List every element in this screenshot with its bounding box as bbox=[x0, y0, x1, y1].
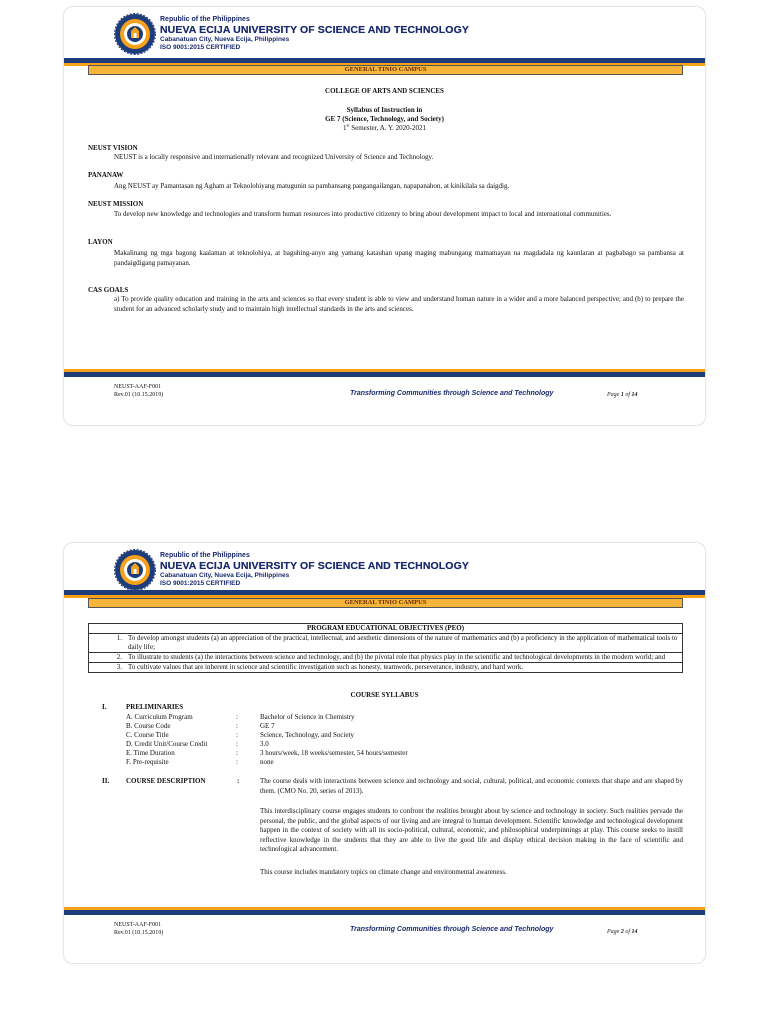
table-row: 3. To cultivate values that are inherent in science and scientific investigation such as honesty, teamwork, perseverance, industry, and hard work. bbox=[89, 663, 683, 673]
section-2-colon: : bbox=[237, 777, 240, 785]
footer-tagline: Transforming Communities through Science and Technology bbox=[350, 390, 554, 397]
university-location: Cabanatuan City, Nueva Ecija, Philippines bbox=[160, 572, 290, 579]
course-title: GE 7 (Science, Technology, and Society) bbox=[325, 115, 444, 123]
panaw-heading: PANANAW bbox=[88, 171, 124, 179]
mission-text: To develop new knowledge and technologies and transform human resources into productive citizenry to bring about development impact to local and international communities. bbox=[114, 210, 612, 218]
course-description-p3: This course includes mandatory topics on climate change and environmental awareness. bbox=[260, 868, 507, 876]
panaw-text: Ang NEUST ay Pamantasan ng Agham at Teknolohiyang matugunin sa pambansang pangangailangan, napapanahon, at kinikilala sa daigdig. bbox=[114, 182, 510, 190]
section-1-title: PRELIMINARIES bbox=[126, 703, 184, 711]
form-code: NEUST-AAF-F001 Rev.01 (10.15.2019) bbox=[114, 922, 164, 936]
course-description-p1: The course deals with interactions between science and technology and social, cultural, political, and economic contexts that shape and are shaped by them. (CMO No. 20, series of 2013). bbox=[260, 777, 683, 795]
university-seal-icon bbox=[114, 549, 156, 591]
footer-band-blue bbox=[64, 910, 705, 915]
syllabus-page-1 bbox=[63, 6, 706, 426]
layon-heading: LAYON bbox=[88, 238, 113, 246]
university-location: Cabanatuan City, Nueva Ecija, Philippines bbox=[160, 36, 290, 43]
syllabus-title: Syllabus of Instruction in bbox=[346, 106, 423, 114]
course-syllabus-heading: COURSE SYLLABUS bbox=[350, 691, 419, 699]
republic-label: Republic of the Philippines bbox=[160, 16, 250, 23]
syllabus-page-2: Republic of the Philippines NUEVA ECIJA UNIVERSITY OF SCIENCE AND TECHNOLOGY Cabanatuan City, Nueva Ecija, Philippines ISO 9001:2015 CERTIFIED GENERAL TINIO CAMPUS PROGRAM EDUCATIONAL OBJECTIVES (PEO) 1. To develop amongst students (a) an appreciation of the practical, intellectual, and aesthetic dimensions of the nature of mathematics and (b) a proficiency in the application of mathematical tools to daily life; 2. To illustrate to students (a) the interactions between science and technology, and (b) the pivotal role that physics play in the scientific and technological developments in the modern world; and 3. To cultivate values that are inherent in science and scientific investigation such as honesty, teamwork, perseverance, industry, and hard work. COURSE SYLLABUS I. PRELIMINARIES A. Curriculum Program : Bachelor of Science in Chemistry B. Course Code : GE 7 C. Course Title : Science, Technology, and Society D. Credit Unit/Course Credit : 3.0 E. Time Duration : 3 hours/week, 18 weeks/semester, 54 hours/semester F. Pre-requisite : none II. COURSE DESCRIPTION : The course deals with interactions between science and technology and social, cultural, political, and economic contexts that shape and are shaped by them. (CMO No. 20, series of 2013). This interdisciplinary course engages students to confront the realities brought about by science and technology in society. Such realities pervade the personal, the public, and the global aspects of our living and are integral to human development. Scientific knowledge and technological development happen in the context of society with all its socio-political, cultural, economic, and philosophical underpinnings at play. This course seeks to instill reflective knowledge in the students that they are able to live the good life and display ethical decision making in the face of scientific and technological advancement. This course includes mandatory topics on climate change and environmental awareness. NEUST-AAF-F001 Rev.01 (10.15.2019) Transforming Communities through Science and Technology Page 2 of 14 bbox=[63, 542, 706, 964]
section-2-title: COURSE DESCRIPTION bbox=[126, 777, 206, 785]
university-seal-icon bbox=[114, 13, 156, 55]
form-code: NEUST-AAF-F001 Rev.01 (10.15.2019) bbox=[114, 384, 164, 398]
university-name: NUEVA ECIJA UNIVERSITY OF SCIENCE AND TECHNOLOGY bbox=[160, 24, 469, 36]
goals-heading: CAS GOALS bbox=[88, 286, 129, 294]
table-row: 2. To illustrate to students (a) the interactions between science and technology, and (b) the pivotal role that physics play in the scientific and technological developments in the modern world; and bbox=[89, 653, 683, 663]
section-1-number: I. bbox=[102, 703, 107, 711]
section-2-number: II. bbox=[102, 777, 110, 785]
vision-text: NEUST is a locally responsive and internationally relevant and recognized University of Science and Technology. bbox=[114, 153, 434, 161]
college-name: COLLEGE OF ARTS AND SCIENCES bbox=[325, 87, 444, 95]
layon-text: Makalinang ng mga bagong kaalaman at teknolohiya, at baguhing-anyo ang yamang katauhan upang maging mabungang mamamayan na magdadala ng kaunlaran at pagbabago sa pambansa at pandaigdigang pamayanan. bbox=[114, 249, 684, 267]
goals-text: a) To provide quality education and training in the arts and sciences so that every student is able to view and understand human nature in a wider and a more balanced perspective; and (b) to prepare the student for an advanced scholarly study and to maintain high intellectual standards in the arts and sciences. bbox=[114, 295, 684, 313]
university-name: NUEVA ECIJA UNIVERSITY OF SCIENCE AND TECHNOLOGY bbox=[160, 560, 469, 572]
republic-label: Republic of the Philippines bbox=[160, 552, 250, 559]
page-number: Page 2 of 14 bbox=[607, 929, 638, 935]
table-row: 1. To develop amongst students (a) an appreciation of the practical, intellectual, and aesthetic dimensions of the nature of mathematics and (b) a proficiency in the application of mathematical tools to daily life; bbox=[89, 634, 683, 653]
footer-tagline: Transforming Communities through Science and Technology bbox=[350, 926, 554, 933]
page-number: Page 1 of 14 bbox=[607, 392, 638, 398]
peo-heading: PROGRAM EDUCATIONAL OBJECTIVES (PEO) bbox=[89, 624, 683, 634]
vision-heading: NEUST VISION bbox=[88, 144, 138, 152]
semester-line: 1st Semester, A. Y. 2020-2021 bbox=[342, 122, 427, 132]
footer-band-blue bbox=[64, 372, 705, 377]
iso-certification: ISO 9001:2015 CERTIFIED bbox=[160, 44, 241, 51]
university-header bbox=[114, 13, 674, 61]
mission-heading: NEUST MISSION bbox=[88, 200, 144, 208]
iso-certification: ISO 9001:2015 CERTIFIED bbox=[160, 580, 241, 587]
peo-table bbox=[88, 623, 683, 673]
campus-bar: GENERAL TINIO CAMPUS bbox=[88, 65, 683, 75]
course-description-p2: This interdisciplinary course engages students to confront the realities brought about by science and technology in society. Such realities pervade the personal, the public, and the global aspects of our living and are integral to human development. Scientific knowledge and technological development happen in the context of society with all its socio-political, cultural, economic, and philosophical underpinnings at play. This course seeks to instill reflective knowledge in the students that they are able to live the good life and display ethical decision making in the face of scientific and technological advancement. bbox=[260, 807, 683, 853]
campus-bar: GENERAL TINIO CAMPUS bbox=[88, 598, 683, 608]
